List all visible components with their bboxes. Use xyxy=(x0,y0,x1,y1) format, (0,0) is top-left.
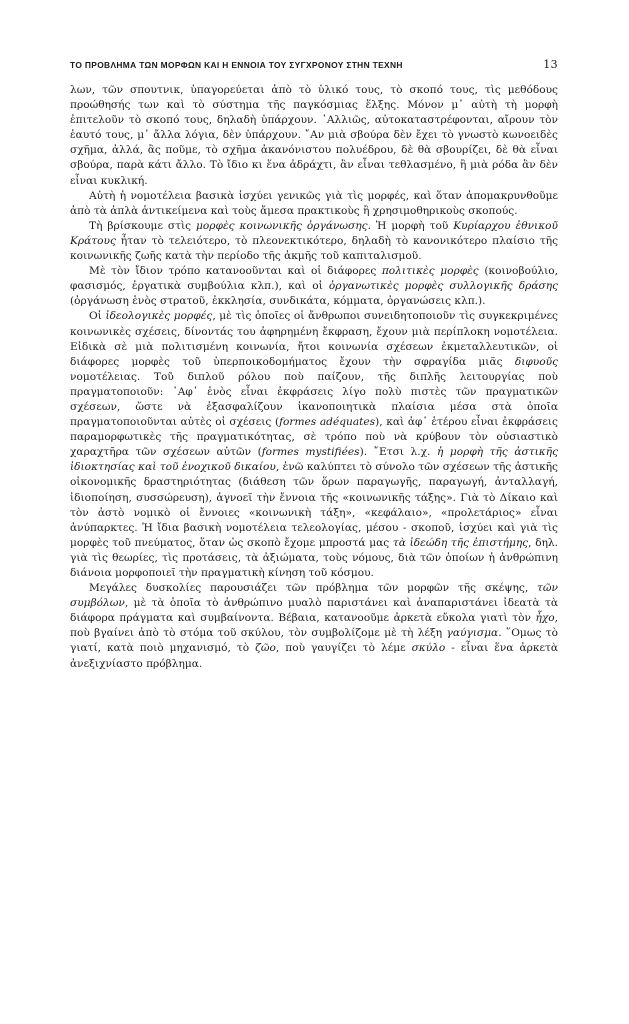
text-run: (ὀργάνωση ἑνὸς στρατοῦ, ἐκκλησία, συνδικάτα, κόμματα, ὀργανώσεις κλπ.). xyxy=(70,295,486,308)
italic-run: σκύλο xyxy=(411,642,446,655)
italic-run: πολιτικὲς μορφὲς xyxy=(381,265,479,278)
paragraph-3 xyxy=(70,219,558,264)
paragraph-6 xyxy=(70,581,558,672)
italic-run: ἦχο xyxy=(535,612,555,625)
italic-run: γαύγισμα xyxy=(446,627,499,640)
running-header xyxy=(70,58,558,71)
text-run: , μὲ τὰ ὁποῖα τὸ ἀνθρώπινο μυαλὸ παριστάνει καὶ ἀναπαριστάνει ἰδεατὰ τὰ διάφορα πράγματα καὶ συμβαίνοντα. Βέβαια, κατανοοῦμε ἀρκετὰ εὔκολα γιατὶ τὸν xyxy=(70,597,558,625)
text-run: Μεγάλες δυσκολίες παρουσιάζει τῶν πρόβλημα τῶν μορφῶν τῆς σκέψης, xyxy=(89,582,538,595)
text-run: . Ἡ μορφὴ τοῦ xyxy=(367,219,454,232)
italic-run: τῶν συμβόλων xyxy=(70,582,558,610)
paragraph-5 xyxy=(70,309,558,581)
italic-run: Κυρίαρχου ἐθνικοῦ Κράτους xyxy=(70,219,558,247)
italic-run: ὀργανωτικὲς μορφὲς συλλογικῆς δράσης xyxy=(328,280,559,293)
text-run: Μὲ τὸν ἴδιον τρόπο κατανοοῦνται καὶ οἱ διάφορες xyxy=(89,265,382,278)
italic-run: ζῶο xyxy=(255,642,276,655)
running-title: ΤΟ ΠΡΟΒΛΗΜΑ ΤΩΝ ΜΟΡΦΩΝ ΚΑΙ Η ΕΝΝΟΙΑ ΤΟΥ ΣΥΓΧΡΟΝΟΥ ΣΤΗΝ ΤΕΧΝΗ xyxy=(70,60,403,70)
italic-run: formes mystifiées xyxy=(261,446,360,459)
text-run: (κοινοβούλιο, φασισμός, ἐργατικὰ συμβούλια κλπ.), καὶ οἱ xyxy=(70,265,558,293)
text-run: Αὐτὴ ἡ νομοτέλεια βασικὰ ἰσχύει γενικῶς γιὰ τὶς μορφές, καὶ ὅταν ἀπομακρυνθοῦμε ἀπὸ τὰ ἁπλὰ ἀντικείμενα καὶ τοὺς ἄμεσα πρακτικοὺς ἢ χρησιμοθηρικοὺς σκοπούς. xyxy=(70,189,558,217)
text-run: , μὲ τὶς ὁποῖες οἱ ἄνθρωποι συνειδητοποιοῦν τὶς συγκεκριμένες κοινωνικὲς σχέσεις, δίνοντάς του ἀφηρημένη ἔκφραση, ἔχουν μιὰ περίπλοκη νομοτέλεια. Εἰδικὰ σὲ μιὰ πολιτισμένη κοινωνία, ἤτοι κοινωνία σχέσεων ἐκμεταλλευτικῶν, οἱ διάφορες μορφὲς τοῦ ὑπερποικοδομήματος ἔχουν τὴν σφραγίδα μιᾶς xyxy=(70,310,558,368)
paragraph-1 xyxy=(70,83,558,189)
book-page xyxy=(70,58,558,672)
text-run: λων, τῶν σπουτνικ, ὑπαγορεύεται ἀπὸ τὸ ὑλικό τους, τὸ σκοπό τους, τὶς μεθόδους προώθησής των καὶ τὸ σύστημα τῆς παγκόσμιας ἕλξης. Μόνον μ᾽ αὐτὴ τὴ μορφὴ ἐπιτελοῦν τὸ σκοπό τους, δηλαδὴ ὑπάρχουν. ᾽Αλλιῶς, αὐτοκαταστρέφονται, αἴρουν τὸν ἑαυτό τους, μ᾽ ἄλλα λόγια, δὲν ὑπάρχουν. ῎Αν μιὰ σβούρα δὲν ἔχει τὸ γνωστὸ κωνοειδὲς σχῆμα, ἀλλά, ἂς ποῦμε, τὸ σχῆμα ἀκανόνιστου πολυέδρου, δὲ θὰ σβουρίζει, δὲ θὰ εἶναι σβούρα, παρὰ κάτι ἄλλο. Τὸ ἴδιο κι ἕνα ἀδράχτι, ἂν εἶναι τεθλασμένο, ἢ μιὰ ρόδα ἂν δὲν εἶναι κυκλική. xyxy=(70,84,558,187)
text-run: , ποὺ βγαίνει ἀπὸ τὸ στόμα τοῦ σκύλου, τὸν συμβολίζομε μὲ τὴ λέξη xyxy=(70,612,558,640)
italic-run: διφυοῦς xyxy=(514,355,558,368)
italic-run: ἰδεολογικὲς μορφές xyxy=(105,310,213,323)
text-run: . ῞Ομως τὸ γιατί, κατὰ ποιὸ μηχανισμό, τὸ xyxy=(70,627,558,655)
italic-run: μορφὲς κοινωνικῆς ὀργάνωσης xyxy=(196,219,368,232)
text-run: νομοτέλειας. Τοῦ διπλοῦ ρόλου ποὺ παίζουν, τῆς διπλῆς λειτουργίας ποὺ πραγματοποιοῦν: ᾽Αφ᾽ ἑνὸς εἶναι ἐκφράσεις λίγο πολὺ πιστὲς τῶν πραγματικῶν σχέσεων, ὥστε νὰ ἐξασφαλίζουν ἱκανοποιητικὰ πλαίσια μέσα στὰ ὁποῖα πραγματοποιοῦνται αὐτὲς οἱ σχέσεις ( xyxy=(70,370,558,429)
italic-run: ἡ μορφὴ τῆς ἀστικῆς ἰδιοκτησίας καὶ τοῦ ἐνοχικοῦ δικαίου xyxy=(70,446,559,474)
body-text xyxy=(70,83,558,672)
text-run: Οἱ xyxy=(89,310,106,323)
text-run: ). ῎Ετσι λ.χ. xyxy=(359,446,437,459)
text-run: ἦταν τὸ τελειότερο, τὸ πλεονεκτικότερο, δηλαδὴ τὸ κανονικότερο πλαίσιο τῆς κοινωνικῆς ζωῆς κατὰ τὴν περίοδο τῆς ἀκμῆς τοῦ καπιταλισμοῦ. xyxy=(70,234,558,263)
text-run: , ἐνῶ καλύπτει τὸ σύνολο τῶν σχέσεων τῆς ἀστικῆς οἰκονομικῆς δραστηριότητας (διάθεση τῶν ὅρων παραγωγῆς, παραγωγή, ἀνταλλαγή, ἰδιοποίηση, συσσώρευση), ἀγνοεῖ τὴν ἔννοια τῆς «κοινωνικῆς τάξης». Γιὰ τὸ Δίκαιο καὶ τὸν ἀστὸ νομικὸ οἱ ἔννοιες «κοινωνικὴ τάξη», «κεφάλαιο», «προλετάριος» εἶναι ἀνύπαρκτες. Ἡ ἴδια βασικὴ νομοτέλεια τελεολογίας, μέσου - σκοποῦ, ἰσχύει καὶ γιὰ τὶς μορφὲς τοῦ πνεύματος, ὅταν ὡς σκοπὸ ἔχομε μπροστά μας xyxy=(70,461,558,549)
italic-run: τὰ ἰδεώδη τῆς ἐπιστήμης xyxy=(392,536,529,549)
text-run: Τὴ βρίσκουμε στὶς xyxy=(89,219,197,232)
page-number: 13 xyxy=(543,58,558,71)
paragraph-4 xyxy=(70,264,558,309)
text-run: , δηλ. γιὰ τὶς θεωρίες, τὶς προτάσεις, τὰ ἀξιώματα, τοὺς νόμους, διὰ τῶν ὁποίων ἡ ἀνθρώπινη διάνοια μορφοποιεῖ τὴν πραγματικὴ κίνηση τοῦ κόσμου. xyxy=(70,536,558,579)
paragraph-2 xyxy=(70,189,558,219)
text-run: , ποὺ γαυγίζει τὸ λέμε xyxy=(275,642,412,655)
text-run: - εἶναι ἕνα ἀρκετὰ ἀνεξιχνίαστο πρόβλημα. xyxy=(70,642,558,670)
text-run: ), καὶ ἀφ᾽ ἑτέρου εἶναι ἐκφράσεις παραμορφωτικὲς τῆς πραγματικότητας, σὲ τρόπο ποὺ νὰ κρύβουν τὸν οὐσιαστικὸ χαραχτῆρα τῶν σχέσεων αὐτῶν ( xyxy=(70,416,558,459)
italic-run: formes adéquates xyxy=(279,416,376,429)
